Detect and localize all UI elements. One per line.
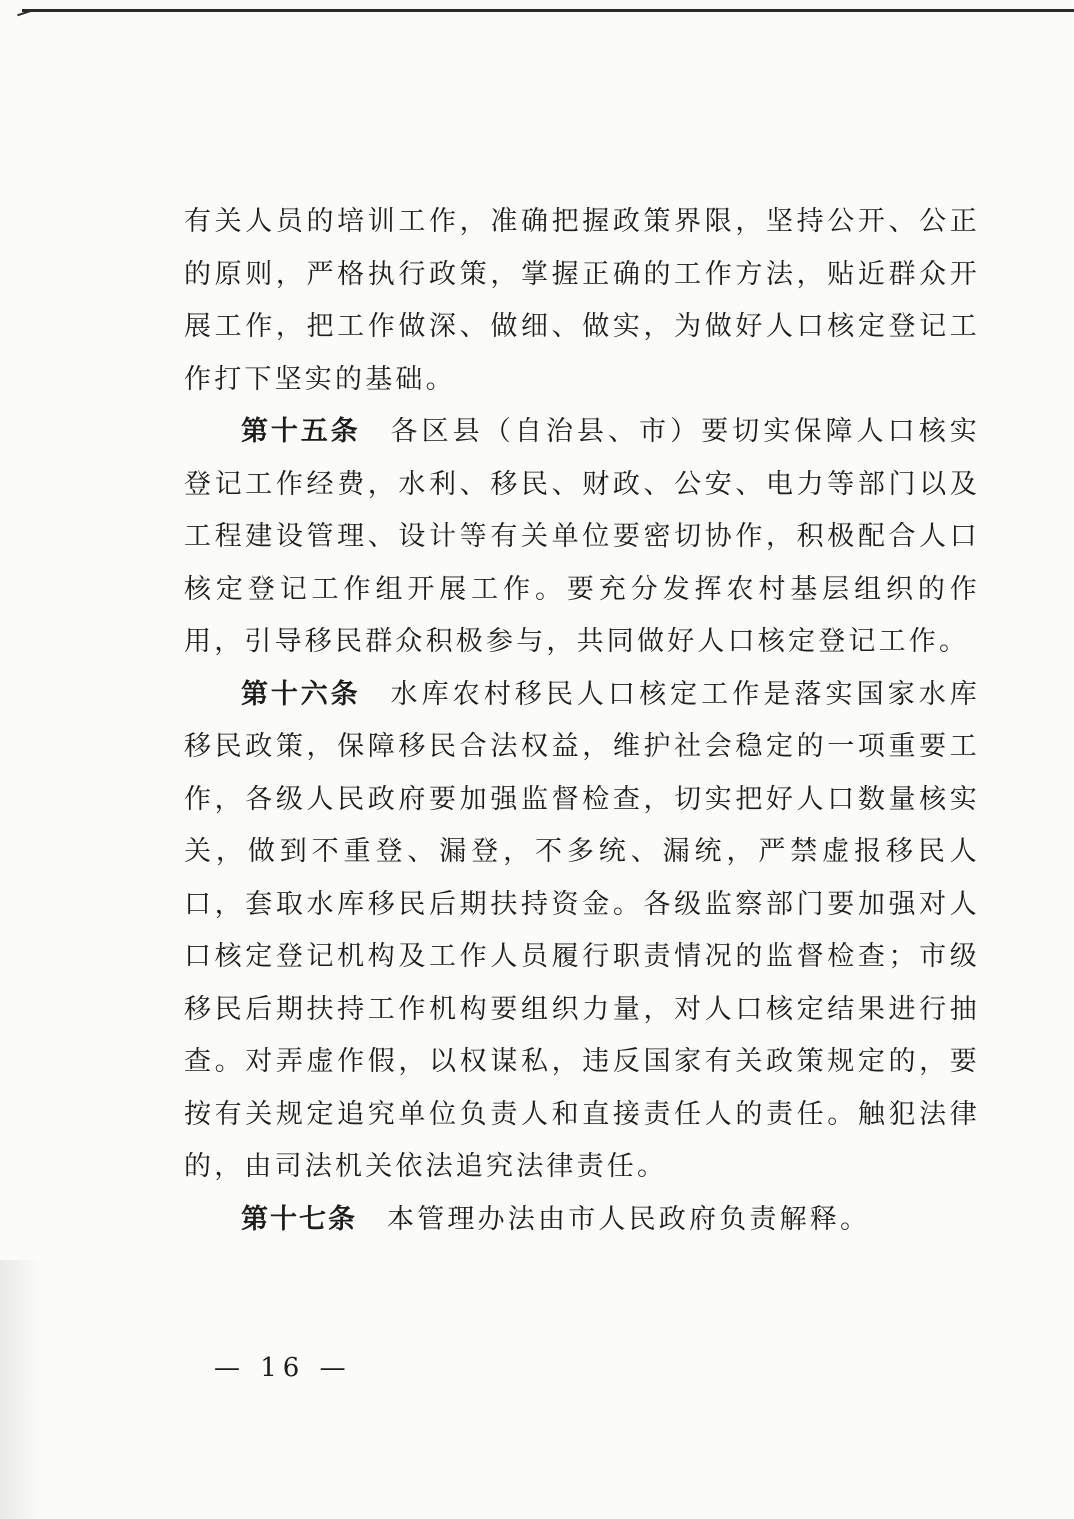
article-15 [184,406,980,669]
article-text: 水库农村移民人口核定工作是落实国家水库移民政策，保障移民合法权益，维护社会稳定的一项重要工作，各级人民政府要加强监督检查，切实把好人口数量核实关，做到不重登、漏登，不多统、漏统，严禁虚报移民人口，套取水库移民后期扶持资金。各级监察部门要加强对人口核定登记机构及工作人员履行职责情况的监督检查；市级移民后期扶持工作机构要组织力量，对人口核定结果进行抽查。对弄虚作假，以权谋私，违反国家有关政策规定的，要按有关规定追究单位负责人和直接责任人的责任。触犯法律的，由司法机关依法追究法律责任。 [184,678,980,1182]
article-number: 第十六条 [241,678,361,710]
article-number: 第十五条 [241,416,361,447]
paragraph-text: 有关人员的培训工作，准确把握政策界限，坚持公开、公正的原则，严格执行政策，掌握正确的工作方法，贴近群众开展工作，把工作做深、做细、做实，为做好人口核定登记工作打下坚实的基础。 [184,206,980,395]
page-top-border-hook [17,10,33,22]
document-body [184,196,980,1246]
page-top-border-line [22,9,1074,12]
scan-shadow-edge [0,1260,40,1519]
paragraph-continuation [184,196,980,406]
article-text: 各区县（自治县、市）要切实保障人口核实登记工作经费，水利、移民、财政、公安、电力等部门以及工程建设管理、设计等有关单位要密切协作，积极配合人口核定登记工作组开展工作。要充分发挥农村基层组织的作用，引导移民群众积极参与，共同做好人口核定登记工作。 [184,416,980,657]
article-number: 第十七条 [241,1203,357,1235]
article-16 [184,669,980,1194]
article-17 [184,1194,980,1247]
article-text: 本管理办法由市人民政府负责解释。 [387,1203,871,1235]
page-number: — 16 — [214,1353,352,1383]
